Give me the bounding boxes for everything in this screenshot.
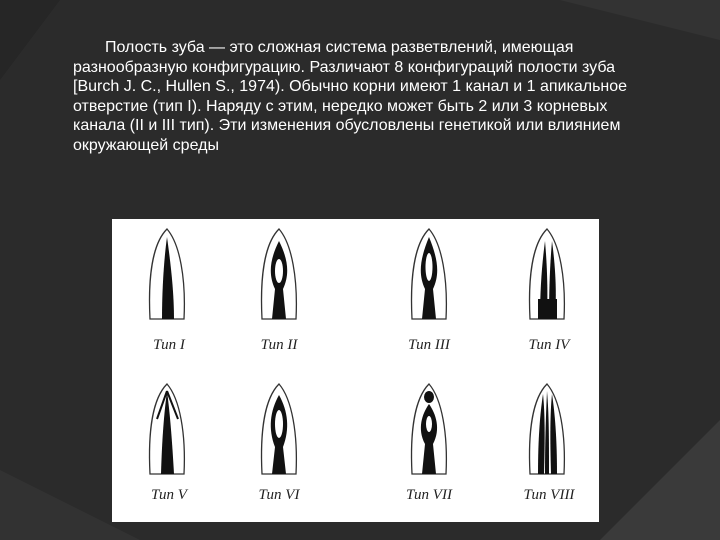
type-label-5: Тип V bbox=[151, 487, 187, 503]
type-label-2: Тип II bbox=[260, 337, 298, 353]
type-label-1: Тип I bbox=[153, 337, 185, 353]
type-label-6: Тип VI bbox=[258, 487, 300, 503]
type-label-4: Тип IV bbox=[528, 337, 570, 353]
type-label-8: Тип VIII bbox=[523, 487, 575, 503]
canal-type-7 bbox=[421, 404, 437, 474]
canal-type-8a bbox=[538, 394, 545, 474]
canal-type-1 bbox=[162, 237, 174, 319]
tooth-diagrams bbox=[112, 219, 599, 522]
type-label-3: Тип III bbox=[408, 337, 450, 353]
body-text: Полость зуба — это сложная система разветвлений, имеющая разнообразную конфигурацию. Различают 8 конфигураций полости зуба [Burch J. C., Hullen S., 1974). Обычно корни имеют 1 канал и 1 апикальное отверстие (тип I). Наряду с этим, нередко может быть 2 или 3 корневых канала (II и III тип). Эти изменения обусловлены генетикой или влиянием окружающей среды bbox=[73, 39, 628, 154]
canal-type-8b bbox=[545, 391, 549, 474]
type-label-7: Тип VII bbox=[406, 487, 452, 503]
canal-type-8c bbox=[550, 394, 557, 474]
root-canal-types-figure bbox=[112, 219, 599, 522]
